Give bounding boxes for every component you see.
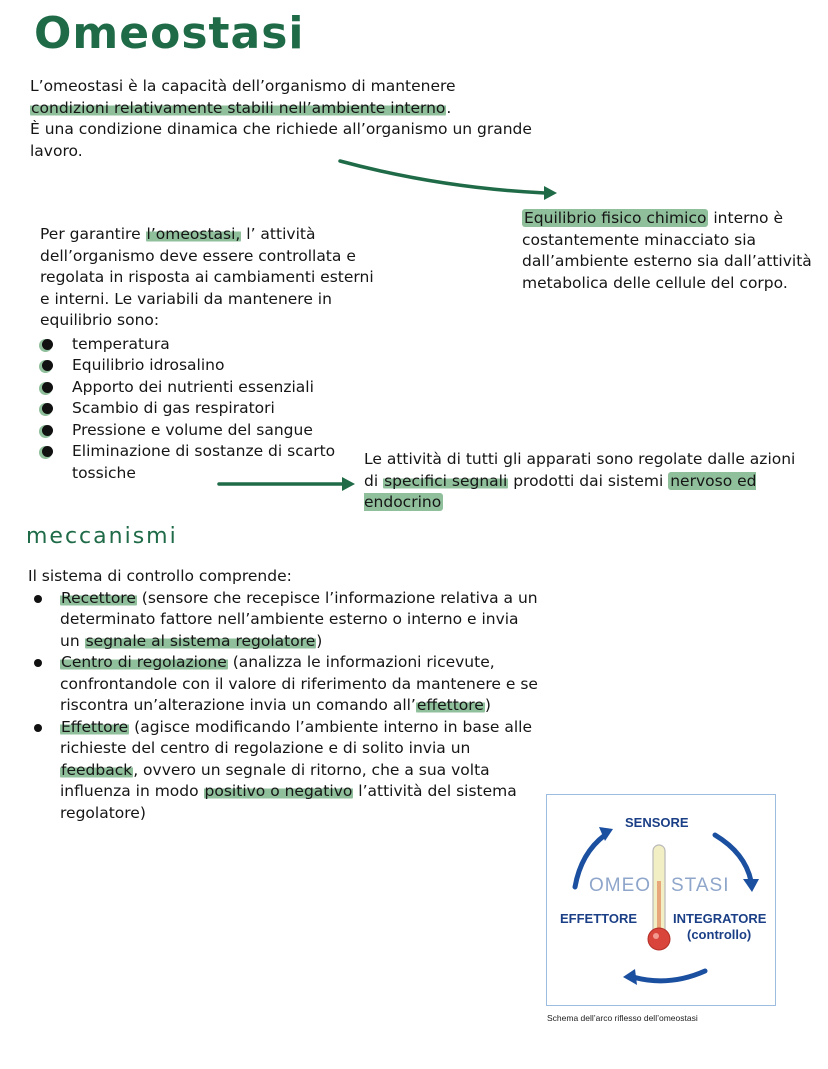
effettore-label: EFFETTORE — [560, 911, 638, 926]
straight-arrow — [216, 474, 376, 494]
variables-list — [40, 334, 380, 485]
garanzia-text: l’ attività dell’organismo deve essere controllata e regolata in risposta ai cambiamenti esterni e interni. Le variabili da mantenere in equilibrio sono: — [40, 225, 374, 329]
list-item — [28, 717, 538, 825]
centro-highlight: Centro di regolazione — [61, 653, 227, 671]
recettore-end: ) — [316, 631, 323, 650]
diagram-caption: Schema dell’arco riflesso dell’omeostasi — [547, 1013, 698, 1023]
list-item — [28, 588, 538, 653]
integratore-label: INTEGRATORE — [673, 911, 767, 926]
equilibrio-text: interno è costantemente minacciato sia dall’ambiente esterno sia dall’attività metabolica delle cellule del corpo. — [522, 209, 812, 292]
equilibrio-highlight: Equilibrio fisico chimico — [524, 209, 707, 227]
controllo-label: (controllo) — [687, 927, 752, 942]
attivita-highlight-2: nervoso ed endocrino — [364, 471, 757, 511]
attivita-paragraph — [364, 449, 804, 514]
recettore-text: (sensore che recepisce l’informazione relativa a un determinato fattore nell’ambiente esterno o interno e invia un — [60, 588, 538, 650]
omeo-label: OMEO — [589, 875, 652, 896]
centro-text: (analizza le informazioni ricevute, confrontandole con il valore di riferimento da mantenere e se riscontra un’alterazione invia un comando all’ — [60, 653, 538, 714]
stasi-label: STASI — [671, 875, 730, 896]
intro-line-3: È una condizione dinamica che richiede all’organismo un grande lavoro. — [30, 120, 532, 160]
list-item: Scambio di gas respiratori — [40, 398, 380, 420]
garanzia-pre: Per garantire — [40, 225, 146, 243]
sistema-intro: Il sistema di controllo comprende: — [28, 567, 292, 585]
effettore-title-highlight: Effettore — [61, 717, 129, 736]
sistema-paragraph — [28, 566, 538, 824]
attivita-highlight-1: specifici segnali — [384, 471, 508, 490]
segnale-highlight: segnale al sistema regolatore — [85, 631, 316, 650]
section-subtitle: meccanismi — [26, 524, 178, 549]
attivita-pre: Le attività di tutti gli apparati sono regolate dalle azioni di — [364, 450, 796, 490]
list-item: temperatura — [40, 334, 380, 356]
equilibrio-paragraph — [522, 208, 812, 294]
feedback-highlight: feedback — [61, 760, 133, 779]
effettore-text-2: , ovvero un segnale di ritorno, che a sua volta influenza in modo — [60, 760, 490, 800]
intro-line-1: L’omeostasi è la capacità dell’organismo di mantenere — [30, 77, 456, 95]
attivita-mid: prodotti dai sistemi — [508, 471, 669, 490]
list-item: Pressione e volume del sangue — [40, 420, 380, 442]
effettore-highlight: effettore — [416, 696, 484, 714]
effettore-text: (agisce modificando l’ambiente interno in base alle richieste del centro di regolazione e di solito invia un — [60, 717, 533, 757]
recettore-highlight: Recettore — [61, 588, 136, 607]
effettore-end: l’attività del sistema regolatore) — [60, 782, 517, 822]
garanzia-paragraph — [40, 224, 380, 484]
garanzia-highlight: l’omeostasi, — [146, 225, 241, 243]
list-item — [28, 652, 538, 717]
components-list — [28, 588, 538, 825]
omeostasi-diagram — [546, 794, 776, 1006]
page-title: Omeostasi — [34, 8, 305, 59]
sensore-label: SENSORE — [625, 815, 689, 830]
intro-period: . — [446, 98, 452, 117]
list-item: Apporto dei nutrienti essenziali — [40, 377, 380, 399]
curved-arrow — [0, 0, 828, 220]
list-item: Eliminazione di sostanze di scarto tossiche — [40, 441, 380, 484]
intro-highlight: condizioni relativamente stabili nell’ambiente interno — [31, 98, 446, 117]
positivo-highlight: positivo o negativo — [204, 782, 353, 800]
list-item: Equilibrio idrosalino — [40, 355, 380, 377]
centro-end: ) — [484, 696, 491, 714]
